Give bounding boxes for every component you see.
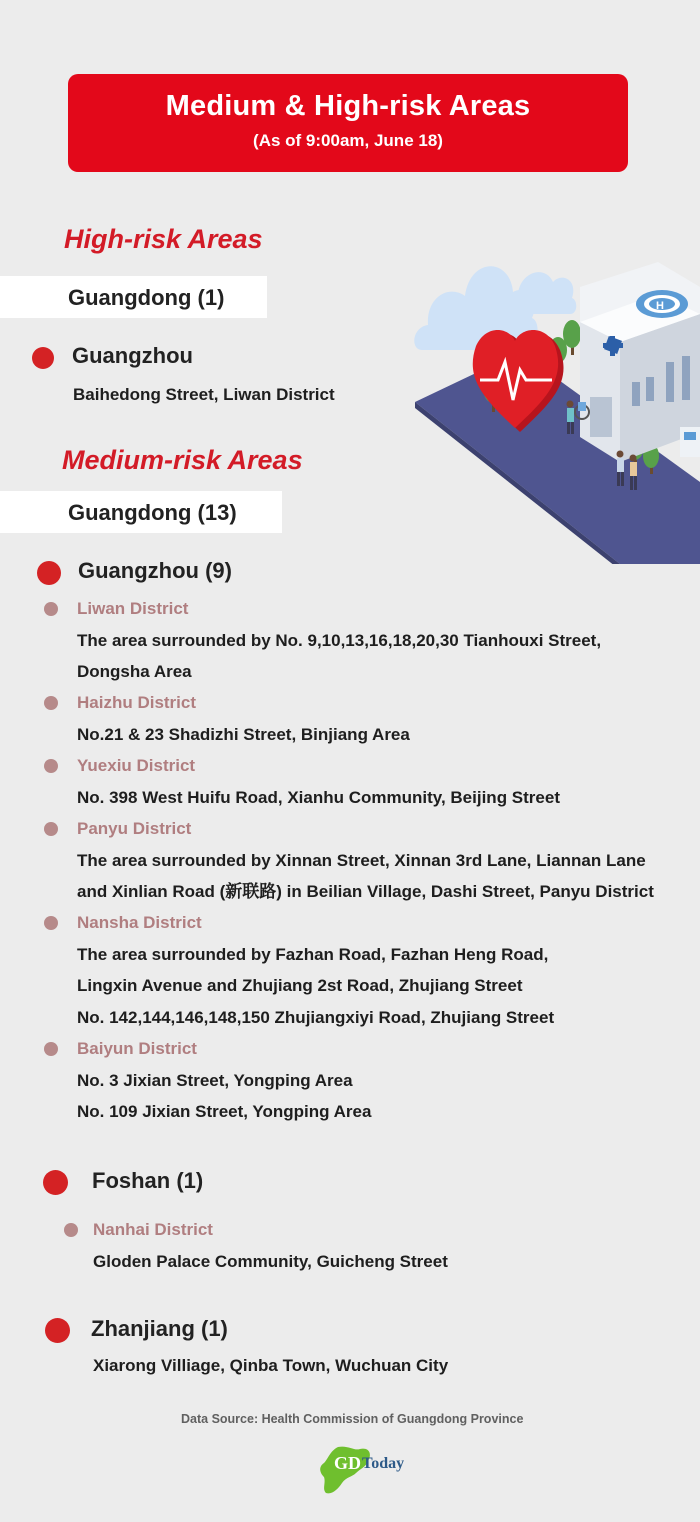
high-city: Guangzhou [72, 343, 193, 368]
medium-province-label: Guangdong (13) [68, 500, 237, 525]
medium-risk-heading: Medium-risk Areas [62, 445, 303, 475]
bullet-dot-icon [44, 696, 58, 710]
district-haizhu-line-1: No.21 & 23 Shadizhi Street, Binjiang Area [77, 725, 410, 744]
logo-today-text: Today [362, 1455, 405, 1472]
district-nansha: Nansha District [77, 913, 202, 932]
bullet-dot-icon [44, 822, 58, 836]
gdtoday-logo [316, 1443, 416, 1499]
bullet-dot-icon [44, 759, 58, 773]
district-haizhu: Haizhu District [77, 693, 197, 712]
district-nansha-line-3: No. 142,144,146,148,150 Zhujiangxiyi Road, Zhujiang Street [77, 1008, 555, 1027]
district-nanhai: Nanhai District [93, 1220, 213, 1239]
logo-gd-text: GD [334, 1453, 361, 1473]
bullet-dot-icon [64, 1223, 78, 1237]
district-baiyun-line-1: No. 3 Jixian Street, Yongping Area [77, 1071, 353, 1090]
svg-text:H: H [656, 300, 664, 312]
district-nansha-line-1: The area surrounded by Fazhan Road, Fazhan Heng Road, [77, 945, 549, 964]
bullet-dot-icon [37, 561, 61, 585]
data-source: Data Source: Health Commission of Guangdong Province [181, 1412, 524, 1426]
medium-province-box [0, 491, 282, 533]
header-banner [68, 74, 628, 172]
page-title: Medium & High-risk Areas [165, 90, 531, 122]
district-nansha-line-2: Lingxin Avenue and Zhujiang 2st Road, Zhujiang Street [77, 976, 523, 995]
page-subtitle: (As of 9:00am, June 18) [253, 131, 443, 150]
guangzhou-city: Guangzhou (9) [78, 558, 232, 583]
district-liwan: Liwan District [77, 599, 189, 618]
bullet-dot-icon [32, 347, 54, 369]
bullet-dot-icon [44, 916, 58, 930]
high-risk-heading: High-risk Areas [64, 224, 263, 254]
district-baiyun-line-2: No. 109 Jixian Street, Yongping Area [77, 1102, 372, 1121]
district-liwan-line-2: Dongsha Area [77, 662, 192, 681]
bullet-dot-icon [44, 1042, 58, 1056]
foshan-address: Gloden Palace Community, Guicheng Street [93, 1252, 448, 1271]
bullet-dot-icon [45, 1318, 70, 1343]
district-yuexiu-line-1: No. 398 West Huifu Road, Xianhu Community, Beijing Street [77, 788, 560, 807]
zhanjiang-address: Xiarong Villiage, Qinba Town, Wuchuan City [93, 1356, 449, 1375]
high-address: Baihedong Street, Liwan District [73, 385, 335, 404]
hospital-illustration [410, 232, 700, 564]
district-liwan-line-1: The area surrounded by No. 9,10,13,16,18,20,30 Tianhouxi Street, [77, 631, 602, 650]
bullet-dot-icon [43, 1170, 68, 1195]
foshan-city: Foshan (1) [92, 1168, 204, 1193]
bullet-dot-icon [44, 602, 58, 616]
district-yuexiu: Yuexiu District [77, 756, 196, 775]
district-baiyun: Baiyun District [77, 1039, 197, 1058]
district-panyu-line-2: and Xinlian Road (新联路) in Beilian Village, Dashi Street, Panyu District [77, 882, 654, 901]
high-province-box [0, 276, 267, 318]
district-panyu-line-1: The area surrounded by Xinnan Street, Xinnan 3rd Lane, Liannan Lane [77, 851, 646, 870]
district-panyu: Panyu District [77, 819, 192, 838]
high-province-label: Guangdong (1) [68, 285, 225, 310]
zhanjiang-city: Zhanjiang (1) [91, 1316, 228, 1341]
